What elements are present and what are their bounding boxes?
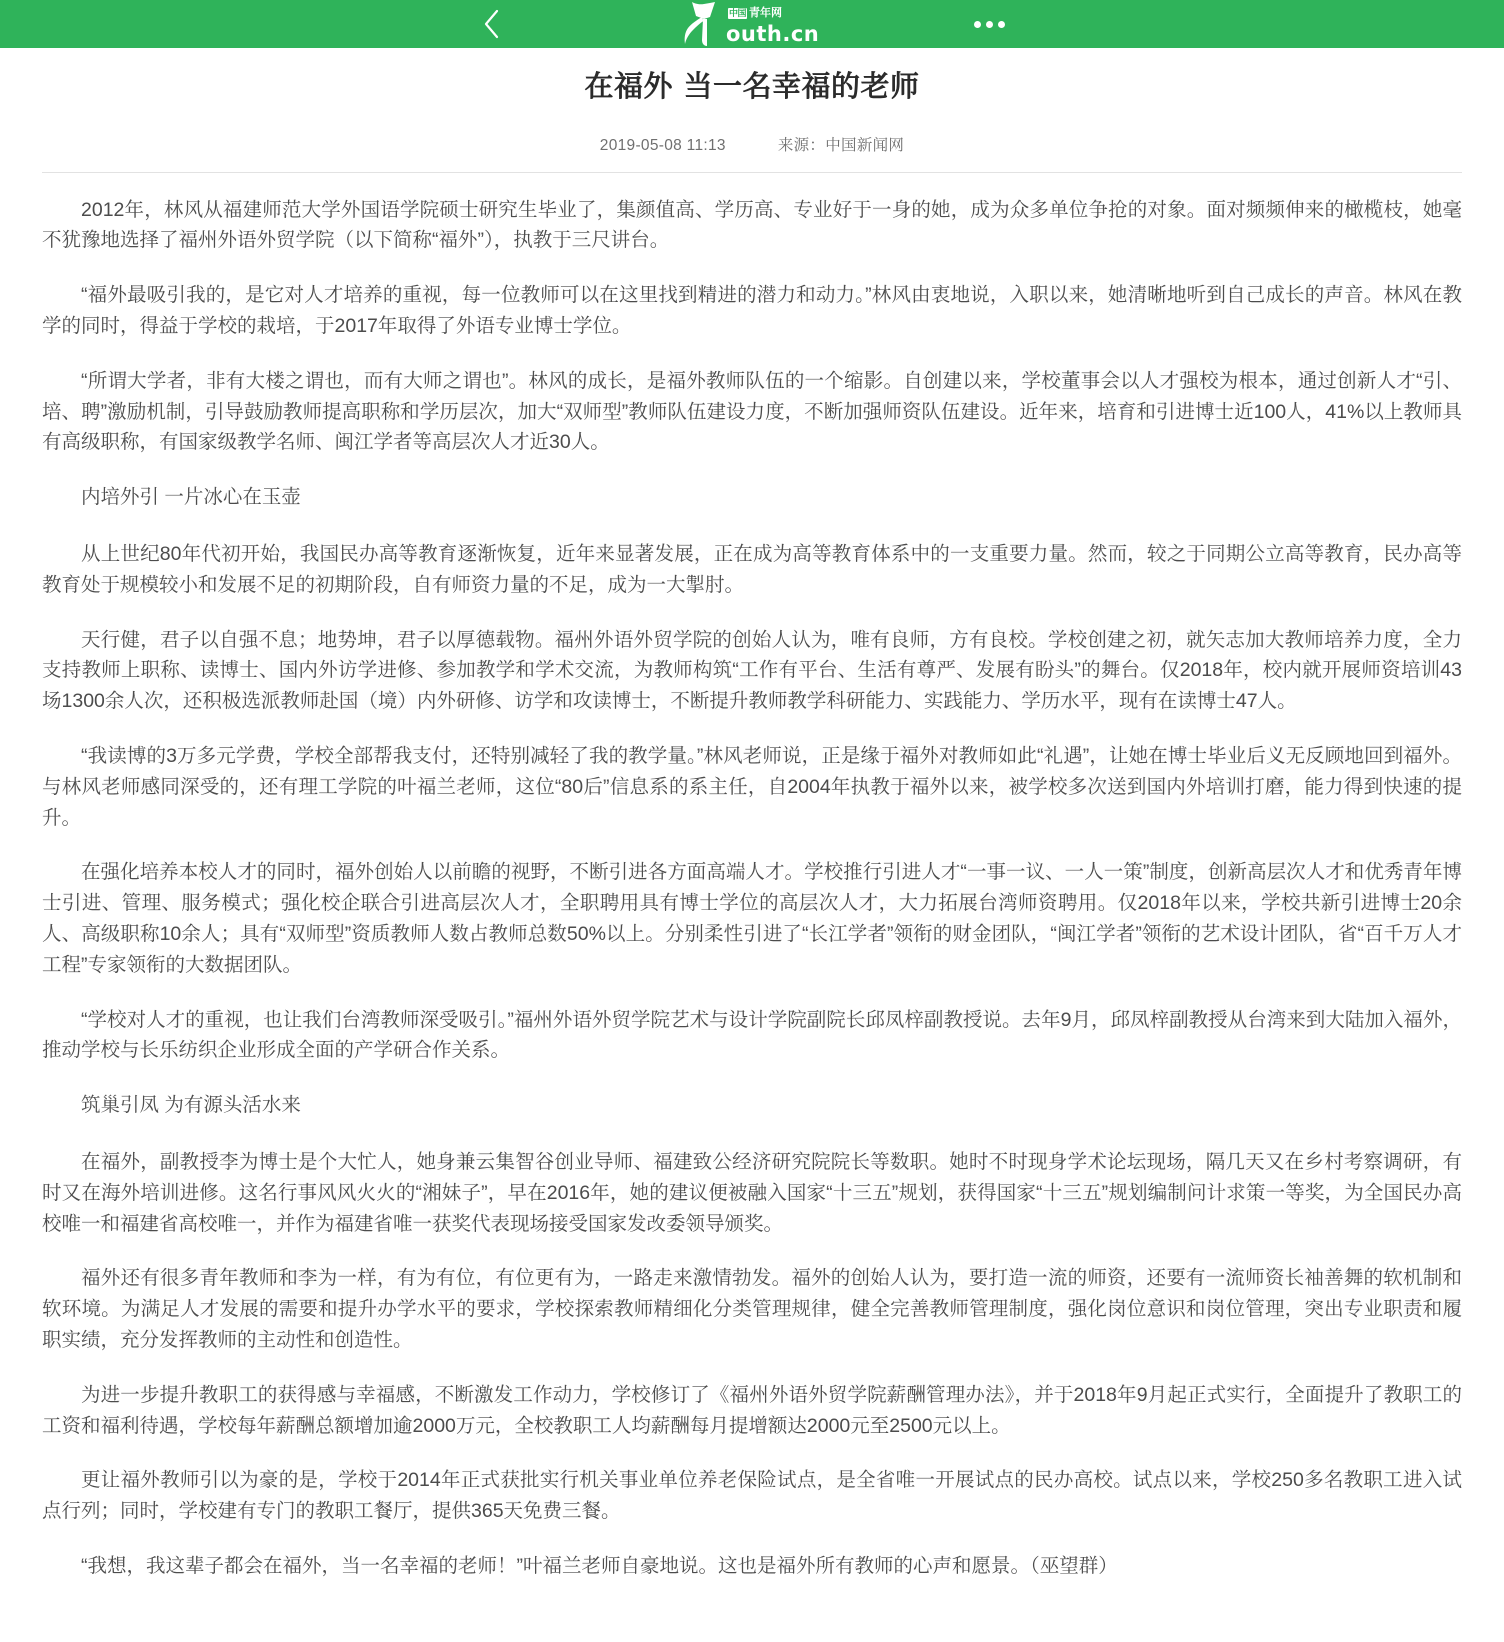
article-paragraph: “我想，我这辈子都会在福外，当一名幸福的老师！”叶福兰老师自豪地说。这也是福外所有教师的心声和愿景。（巫望群） [81, 1554, 1118, 1577]
article-paragraph: 2012年，林风从福建师范大学外国语学院硕士研究生毕业了，集颜值高、学历高、专业好于一身的她，成为众多单位争抢的对象。面对频频伸来的橄榄枝，她毫不犹豫地选择了福州外语外贸学院（以下简称“福外”），执教于三尺讲台。 [42, 198, 1462, 252]
more-options-icon [998, 21, 1005, 28]
article-paragraph: 更让福外教师引以为豪的是，学校于2014年正式获批实行机关事业单位养老保险试点，是全省唯一开展试点的民办高校。试点以来，学校250多名教职工进入试点行列；同时，学校建有专门的教职工餐厅，提供365天免费三餐。 [42, 1469, 1462, 1523]
more-options-icon [974, 21, 981, 28]
article-paragraph: 在福外，副教授李为博士是个大忙人，她身兼云集智谷创业导师、福建致公经济研究院院长等数职。她时不时现身学术论坛现场，隔几天又在乡村考察调研，有时又在海外培训进修。这名行事风风火火的“湘妹子”，早在2016年，她的建议便被融入国家“十三五”规划，获得国家“十三五”规划编制问计求策一等奖，为全国民办高校唯一和福建省高校唯一，并作为福建省唯一获奖代表现场接受国家发改委领导颁奖。 [42, 1150, 1462, 1235]
article-source: 来源：中国新闻网 [777, 136, 905, 154]
article-header [0, 48, 1504, 155]
app-bar [0, 0, 1504, 48]
youth-y-mark-icon [682, 0, 728, 48]
article-paragraph: 在强化培养本校人才的同时，福外创始人以前瞻的视野，不断引进各方面高端人才。学校推行引进人才“一事一议、一人一策”制度，创新高层次人才和优秀青年博士引进、管理、服务模式；强化校企联合引进高层次人才，全职聘用具有博士学位的高层次人才，大力拓展台湾师资聘用。仅2018年以来，学校共新引进博士20余人、高级职称10余人；具有“双师型”资质教师人数占教师总数50%以上。分别柔性引进了“长江学者”领衔的财金团队，“闽江学者”领衔的艺术设计团队，省“百千万人才工程”专家领衔的大数据团队。 [42, 861, 1462, 976]
article-subheading: 筑巢引凤 为有源头活水来 [81, 1094, 301, 1117]
article-paragraph: “福外最吸引我的，是它对人才培养的重视，每一位教师可以在这里找到精进的潜力和动力。”林风由衷地说，入职以来，她清晰地听到自己成长的声音。林风在教学的同时，得益于学校的栽培，于2017年取得了外语专业博士学位。 [42, 284, 1462, 337]
article-body [0, 173, 1504, 1582]
article-subheading: 内培外引 一片冰心在玉壶 [81, 486, 301, 509]
more-options-button[interactable] [965, 0, 1013, 48]
chevron-left-icon [483, 8, 501, 40]
page-title: 在福外 当一名幸福的老师 [584, 69, 920, 103]
article-paragraph: “我读博的3万多元学费，学校全部帮我支付，还特别减轻了我的教学量。”林风老师说，正是缘于福外对教师如此“礼遇”，让她在博士毕业后义无反顾地回到福外。与林风老师感同深受的，还有理工学院的叶福兰老师，这位“80后”信息系的系主任，自2004年执教于福外以来，被学校多次送到国内外培训打磨，能力得到快速的提升。 [42, 744, 1462, 829]
logo-latin-name: outh.cn [726, 22, 820, 46]
logo-badge: 中国 [729, 7, 747, 18]
back-button[interactable] [470, 0, 514, 48]
site-logo [0, 0, 1504, 48]
article-paragraph: 天行健，君子以自强不息；地势坤，君子以厚德载物。福州外语外贸学院的创始人认为，唯有良师，方有良校。学校创建之初，就矢志加大教师培养力度，全力支持教师上职称、读博士、国内外访学进修、参加教学和学术交流，为教师构筑“工作有平台、生活有尊严、发展有盼头”的舞台。仅2018年，校内就开展师资培训43场1300余人次，还积极选派教师赴国（境）内外研修、访学和攻读博士，不断提升教师教学科研能力、实践能力、学历水平，现有在读博士47人。 [42, 628, 1462, 713]
article-paragraph: 福外还有很多青年教师和李为一样，有为有位，有位更有为，一路走来激情勃发。福外的创始人认为，要打造一流的师资，还要有一流师资长袖善舞的软机制和软环境。为满足人才发展的需要和提升办学水平的要求，学校探索教师精细化分类管理规律，健全完善教师管理制度，强化岗位意识和岗位管理，突出专业职责和履职实绩，充分发挥教师的主动性和创造性。 [42, 1267, 1462, 1351]
article-paragraph: 从上世纪80年代初开始，我国民办高等教育逐渐恢复，近年来显著发展，正在成为高等教育体系中的一支重要力量。然而，较之于同期公立高等教育，民办高等教育处于规模较小和发展不足的初期阶段，自有师资力量的不足，成为一大掣肘。 [42, 542, 1462, 596]
logo-chinese-name: 青年网 [749, 6, 783, 19]
bottom-spacer [0, 1582, 1504, 1642]
article-paragraph: “所谓大学者，非有大楼之谓也，而有大师之谓也”。林风的成长，是福外教师队伍的一个缩影。自创建以来，学校董事会以人才强校为根本，通过创新人才“引、培、聘”激励机制，引导鼓励教师提高职称和学历层次，加大“双师型”教师队伍建设力度，不断加强师资队伍建设。近年来，培育和引进博士近100人，41%以上教师具有高级职称，有国家级教学名师、闽江学者等高层次人才近30人。 [42, 369, 1462, 454]
more-options-icon [986, 21, 993, 28]
article-meta [0, 133, 1504, 155]
publish-timestamp: 2019-05-08 11:13 [599, 136, 726, 154]
article-paragraph: 为进一步提升教职工的获得感与幸福感，不断激发工作动力，学校修订了《福州外语外贸学院薪酬管理办法》，并于2018年9月起正式实行，全面提升了教职工的工资和福利待遇，学校每年薪酬总额增加逾2000万元，全校教职工人均薪酬每月提增额达2000元至2500元以上。 [42, 1383, 1462, 1437]
article-paragraph: “学校对人才的重视，也让我们台湾教师深受吸引。”福州外语外贸学院艺术与设计学院副院长邱凤梓副教授说。去年9月，邱凤梓副教授从台湾来到大陆加入福外，推动学校与长乐纺织企业形成全面的产学研合作关系。 [42, 1008, 1462, 1062]
